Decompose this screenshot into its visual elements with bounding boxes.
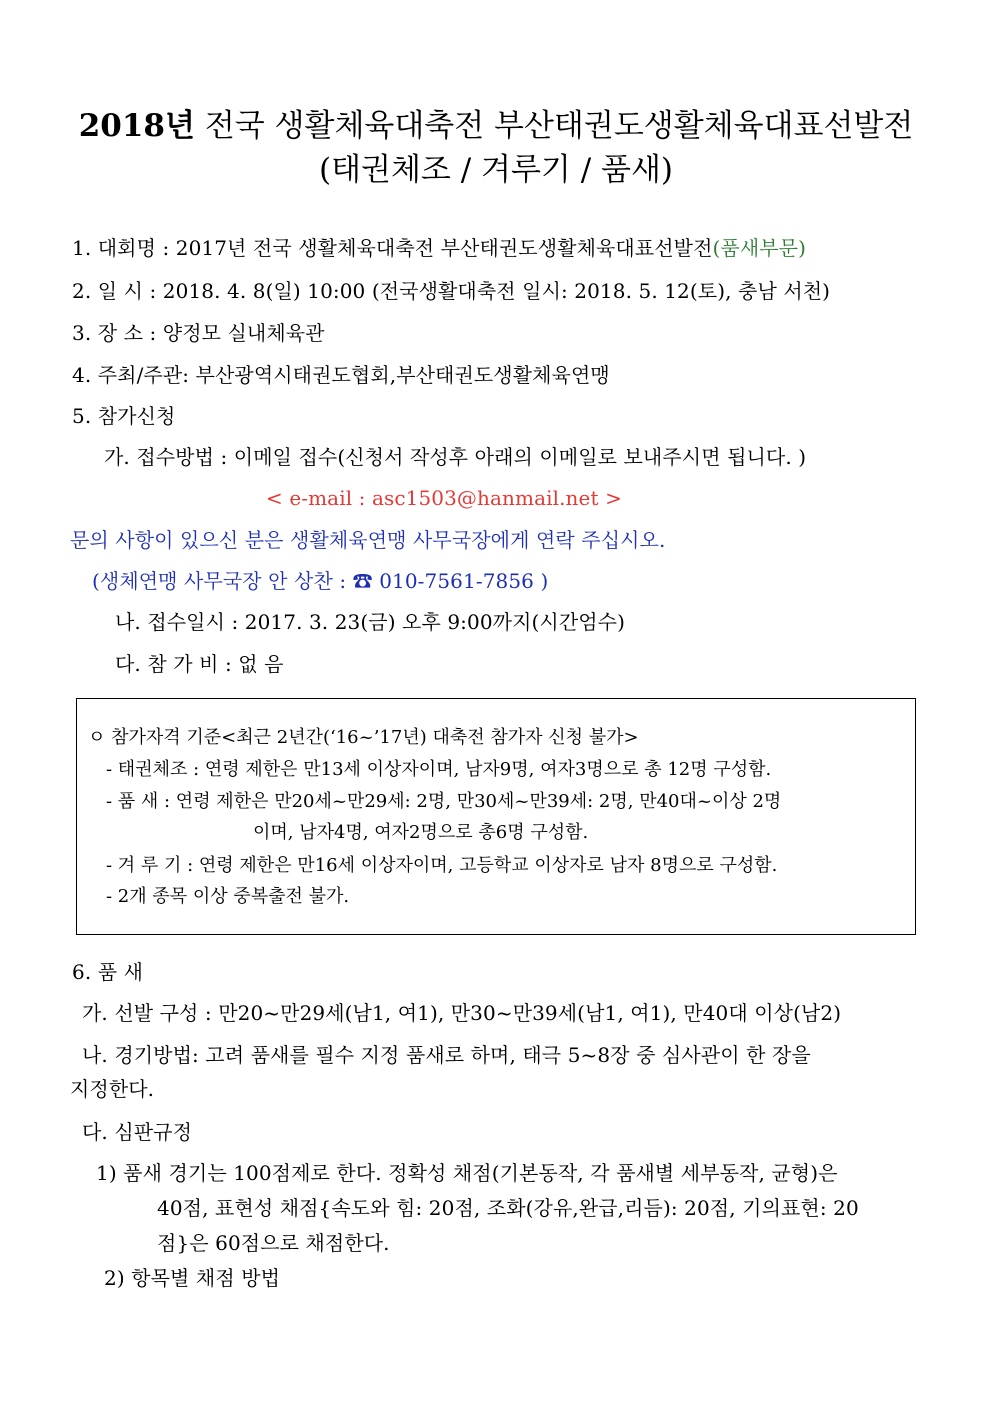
judging-rule2: 2) 항목별 채점 방법 xyxy=(104,1266,281,1290)
event-date: 2. 일 시 : 2018. 4. 8(일) 10:00 (전국생활대축전 일시: 2018. 5. 12(토), 충남 서천) xyxy=(72,279,831,303)
judging-rule1-line1: 1) 품새 경기는 100점제로 한다. 정확성 채점(기본동작, 각 품새별 세부동작, 균형)은 xyxy=(96,1161,838,1185)
poomsae-heading: 6. 품 새 xyxy=(72,960,144,984)
apply-method: 가. 접수방법 : 이메일 접수(신청서 작성후 아래의 이메일로 보내주시면 됩니다. ) xyxy=(104,445,807,469)
entry-fee: 다. 참 가 비 : 없 음 xyxy=(115,652,284,676)
event-name xyxy=(72,234,806,262)
eligibility-header: ㅇ 참가자격 기준<최근 2년간(‘16~’17년) 대축전 참가자 신청 불가> xyxy=(88,727,639,748)
contact-email[interactable]: < e-mail : asc1503@hanmail.net > xyxy=(266,486,622,510)
judging-rule1-line3: 점}은 60점으로 채점한다. xyxy=(157,1231,390,1255)
title-text: 전국 생활체육대축전 부산태권도생활체육대표선발전 xyxy=(204,108,914,144)
event-name-text: 1. 대회명 : 2017년 전국 생활체육대축전 부산태권도생활체육대표선발전 xyxy=(72,236,713,260)
event-place: 3. 장 소 : 양정모 실내체육관 xyxy=(72,321,325,345)
eligibility-poomsae-line2: 이며, 남자4명, 여자2명으로 총6명 구성함. xyxy=(253,822,589,843)
poomsae-method-line1: 나. 경기방법: 고려 품새를 필수 지정 품새로 하며, 태극 5~8장 중 심사관이 한 장을 xyxy=(82,1043,811,1067)
eligibility-taekwon-aerobics: - 태권체조 : 연령 제한은 만13세 이상자이며, 남자9명, 여자3명으로 총 12명 구성함. xyxy=(106,759,772,780)
event-host: 4. 주최/주관: 부산광역시태권도협회,부산태권도생활체육연맹 xyxy=(72,363,610,387)
contact-note: 문의 사항이 있으신 분은 생활체육연맹 사무국장에게 연락 주십시오. xyxy=(70,528,666,552)
poomsae-composition: 가. 선발 구성 : 만20~만29세(남1, 여1), 만30~만39세(남1, 여1), 만40대 이상(남2) xyxy=(82,1001,842,1025)
apply-heading: 5. 참가신청 xyxy=(72,404,176,428)
contact-person: (생체연맹 사무국장 안 상찬 : ☎ 010-7561-7856 ) xyxy=(92,569,549,593)
apply-deadline: 나. 접수일시 : 2017. 3. 23(금) 오후 9:00까지(시간엄수) xyxy=(115,610,625,634)
page-subtitle: (태권체조 / 겨루기 / 품새) xyxy=(318,152,673,188)
poomsae-method-line2: 지정한다. xyxy=(70,1077,155,1101)
eligibility-kyorugi: - 겨 루 기 : 연령 제한은 만16세 이상자이며, 고등학교 이상자로 남자 8명으로 구성함. xyxy=(106,855,778,876)
judging-heading: 다. 심판규정 xyxy=(82,1120,193,1144)
judging-rule1-line2: 40점, 표현성 채점{속도와 힘: 20점, 조화(강유,완급,리듬): 20점, 기의표현: 20 xyxy=(157,1196,859,1220)
page-title xyxy=(0,104,992,148)
event-name-tag: (품새부문) xyxy=(712,236,807,260)
eligibility-duplicate: - 2개 종목 이상 중복출전 불가. xyxy=(106,886,350,907)
eligibility-poomsae-line1: - 품 새 : 연령 제한은 만20세~만29세: 2명, 만30세~만39세: 2명, 만40대~이상 2명 xyxy=(106,791,782,812)
title-year: 2018년 xyxy=(78,108,195,144)
